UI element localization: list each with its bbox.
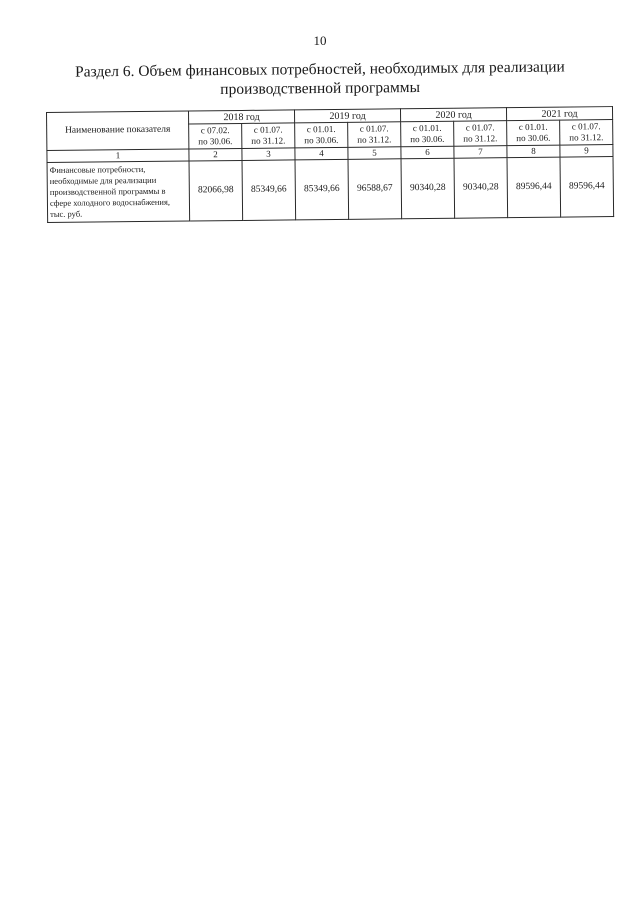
- period-header: [401, 121, 454, 147]
- period-to: по 30.06.: [198, 136, 233, 147]
- period-to: по 31.12.: [357, 134, 392, 145]
- period-to: по 31.12.: [463, 133, 498, 144]
- column-number: 4: [295, 147, 348, 160]
- column-number: 8: [507, 145, 560, 158]
- financial-needs-table-wrapper: [46, 106, 613, 223]
- column-number: 1: [47, 149, 189, 162]
- period-header: [454, 121, 507, 147]
- period-to: по 30.06.: [304, 134, 339, 146]
- column-number: 2: [189, 148, 242, 161]
- financial-needs-table: [46, 106, 614, 223]
- column-number: 5: [348, 147, 401, 160]
- period-from: с 01.07.: [465, 122, 495, 133]
- period-from: с 01.01.: [518, 121, 548, 133]
- period-to: по 30.06.: [410, 133, 445, 145]
- period-from: с 01.07.: [253, 124, 283, 135]
- column-number: 3: [242, 148, 295, 161]
- column-number: 9: [560, 145, 613, 158]
- period-header: [560, 120, 613, 146]
- year-header-2019: 2019 год: [294, 109, 400, 123]
- value-cell: 96588,67: [348, 159, 402, 220]
- section-title-line-2: производственной программы: [220, 78, 421, 99]
- value-cell: 89596,44: [507, 157, 561, 218]
- value-cell: 82066,98: [189, 160, 243, 221]
- period-to: по 30.06.: [516, 132, 551, 144]
- section-title: [40, 57, 600, 101]
- column-header-indicator: Наименование показателя: [47, 111, 189, 150]
- period-from: с 01.07.: [359, 123, 389, 134]
- value-cell: 90340,28: [454, 158, 508, 219]
- page-number: 10: [313, 33, 327, 48]
- year-header-2020: 2020 год: [400, 108, 506, 122]
- period-to: по 31.12.: [251, 135, 286, 146]
- period-from: с 01.01.: [412, 122, 442, 134]
- year-header-2018: 2018 год: [188, 110, 294, 124]
- indicator-name: Финансовые потребности, необходимые для реализации производственной программы в сфере холодного водоснабжения, тыс. руб.: [47, 161, 190, 222]
- period-header: [348, 122, 401, 148]
- value-cell: 85349,66: [242, 160, 296, 221]
- section-title-line-1: Раздел 6. Объем финансовых потребностей, необходимых для реализации: [74, 58, 565, 81]
- column-number: 6: [401, 146, 454, 159]
- value-cell: 90340,28: [401, 158, 455, 219]
- period-header: [242, 123, 295, 149]
- period-from: с 07.02.: [200, 125, 230, 136]
- value-cell: 89596,44: [560, 157, 614, 218]
- table-row: [47, 157, 614, 223]
- period-header: [507, 120, 560, 146]
- period-header: [189, 123, 242, 149]
- period-from: с 01.01.: [306, 123, 336, 135]
- period-from: с 01.07.: [571, 121, 601, 132]
- value-cell: 85349,66: [295, 159, 349, 220]
- year-header-2021: 2021 год: [506, 107, 612, 121]
- period-header: [295, 122, 348, 148]
- period-to: по 31.12.: [569, 132, 604, 143]
- column-number: 7: [454, 146, 507, 159]
